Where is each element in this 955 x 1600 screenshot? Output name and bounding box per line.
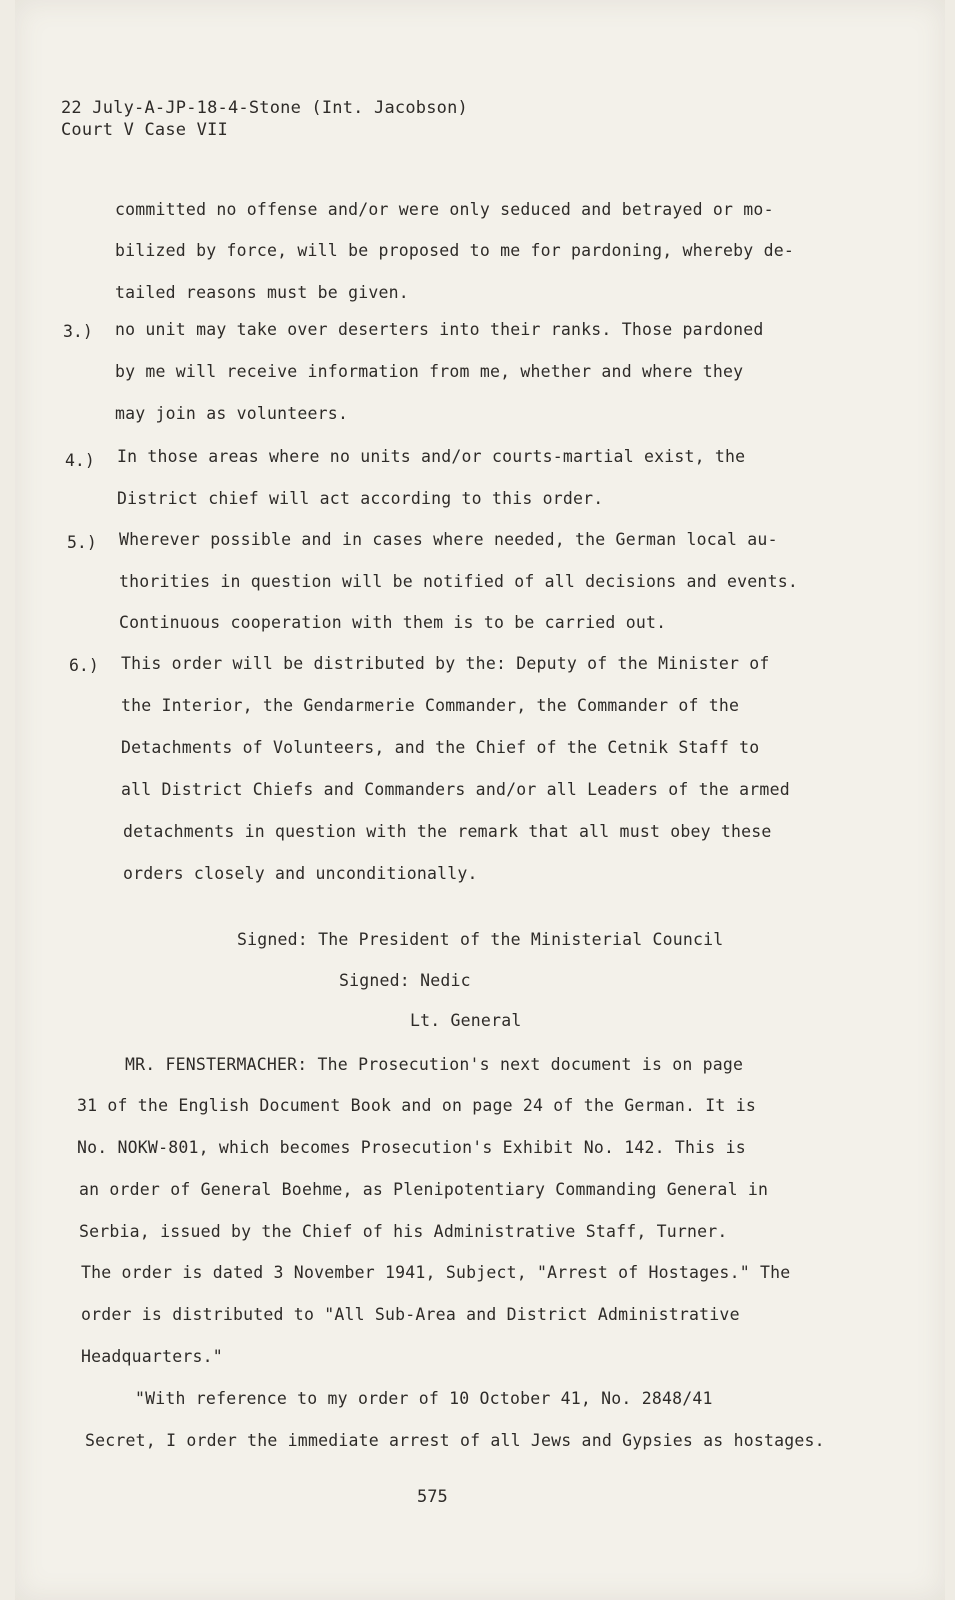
body-line: all District Chiefs and Commanders and/or all Leaders of the armed: [121, 780, 790, 799]
body-line: detachments in question with the remark that all must obey these: [123, 822, 772, 841]
body-line: Detachments of Volunteers, and the Chief of the Cetnik Staff to: [121, 738, 760, 757]
body-line: Wherever possible and in cases where needed, the German local au-: [119, 530, 778, 549]
signature-line-2: Signed: Nedic: [339, 971, 471, 990]
item-number: 4.): [65, 451, 95, 470]
body-line: by me will receive information from me, whether and where they: [115, 362, 744, 381]
item-number: 5.): [67, 533, 97, 552]
testimony-line: an order of General Boehme, as Plenipotentiary Commanding General in: [79, 1180, 769, 1199]
testimony-line: 31 of the English Document Book and on page 24 of the German. It is: [77, 1096, 756, 1115]
body-line: Continuous cooperation with them is to be carried out.: [119, 613, 667, 632]
testimony-line: Secret, I order the immediate arrest of all Jews and Gypsies as hostages.: [85, 1431, 825, 1450]
body-line: bilized by force, will be proposed to me for pardoning, whereby de-: [115, 241, 794, 260]
body-line: orders closely and unconditionally.: [123, 864, 478, 883]
body-line: no unit may take over deserters into their ranks. Those pardoned: [115, 320, 764, 339]
body-line: thorities in question will be notified of all decisions and events.: [119, 572, 798, 591]
signature-line-3: Lt. General: [410, 1011, 522, 1030]
page-number: 575: [417, 1487, 448, 1507]
testimony-line: Serbia, issued by the Chief of his Administrative Staff, Turner.: [79, 1222, 728, 1241]
document-page: [15, 0, 945, 1600]
testimony-line: The order is dated 3 November 1941, Subject, "Arrest of Hostages." The: [81, 1263, 791, 1282]
header-line-1: 22 July-A-JP-18-4-Stone (Int. Jacobson): [61, 98, 468, 118]
testimony-line: "With reference to my order of 10 October 41, No. 2848/41: [135, 1389, 713, 1408]
signature-line-1: Signed: The President of the Ministerial Council: [237, 930, 724, 949]
testimony-line: No. NOKW-801, which becomes Prosecution's Exhibit No. 142. This is: [77, 1138, 746, 1157]
body-line: may join as volunteers.: [115, 404, 349, 423]
testimony-line: MR. FENSTERMACHER: The Prosecution's next document is on page: [125, 1055, 744, 1074]
testimony-line: order is distributed to "All Sub-Area and District Administrative: [81, 1305, 740, 1324]
body-line: the Interior, the Gendarmerie Commander, the Commander of the: [121, 696, 740, 715]
item-number: 6.): [69, 656, 99, 675]
body-line: District chief will act according to this order.: [117, 489, 604, 508]
item-number: 3.): [63, 322, 93, 341]
body-line: This order will be distributed by the: Deputy of the Minister of: [121, 654, 770, 673]
body-line: tailed reasons must be given.: [115, 283, 409, 302]
body-line: committed no offense and/or were only seduced and betrayed or mo-: [115, 200, 774, 219]
testimony-line: Headquarters.": [81, 1347, 223, 1366]
header-line-2: Court V Case VII: [61, 120, 228, 140]
body-line: In those areas where no units and/or courts-martial exist, the: [117, 447, 746, 466]
